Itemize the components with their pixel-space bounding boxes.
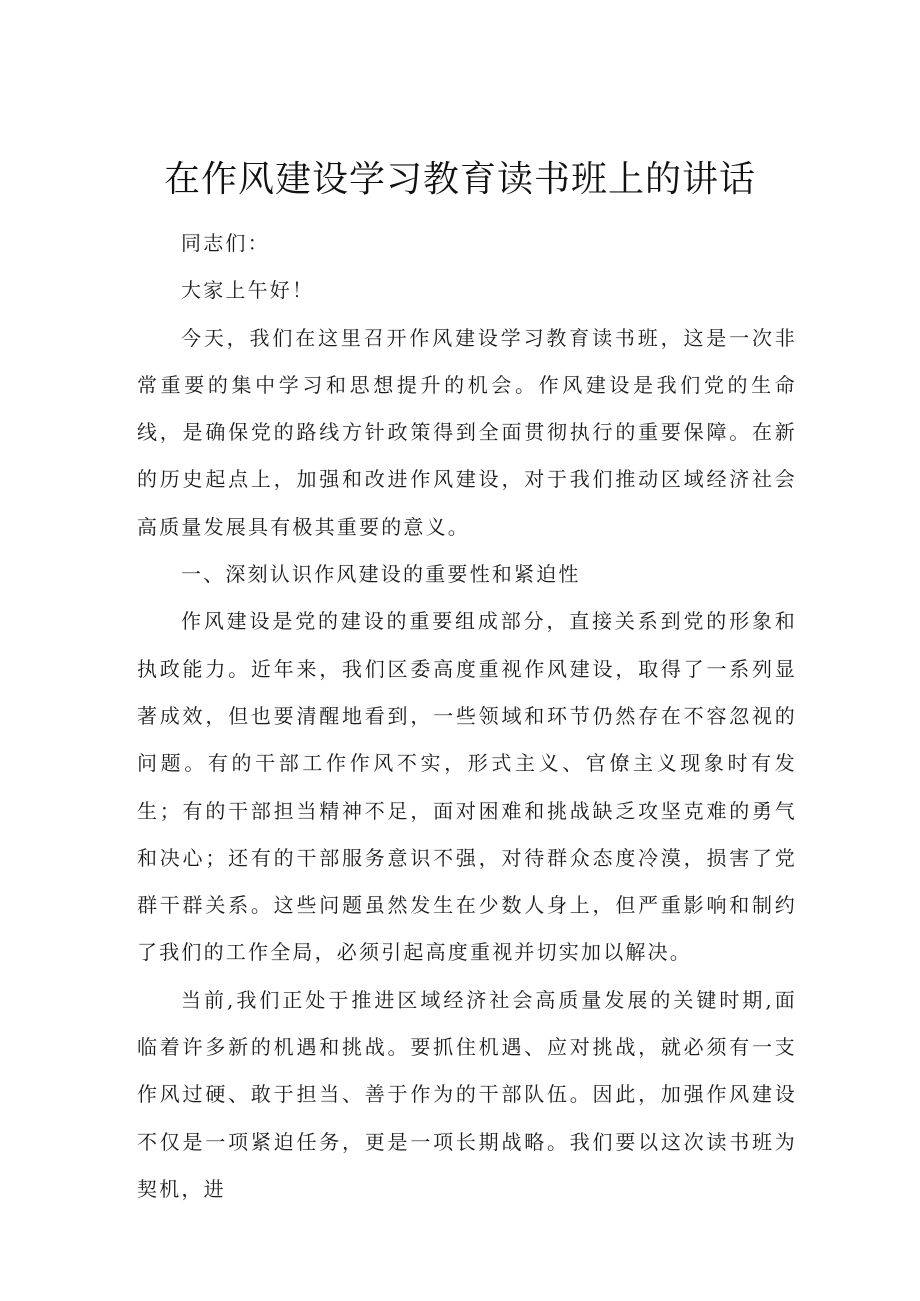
greeting: 大家上午好！ xyxy=(181,278,315,303)
section-heading: 一、深刻认识作风建设的重要性和紧迫性 xyxy=(181,562,581,587)
section-paragraph: 当前,我们正处于推进区域经济社会高质量发展的关键时期,面临着许多新的机遇和挑战。要抓住机遇、应对挑战，就必须有一支作风过硬、敢于担当、善于作为的干部队伍。因此，加强作风建设不仅是一项紧迫任务，更是一项长期战略。我们要以这次读书班为契机，进 xyxy=(137,987,797,1201)
document-body xyxy=(137,220,797,1213)
section-paragraph: 作风建设是党的建设的重要组成部分，直接关系到党的形象和执政能力。近年来，我们区委高度重视作风建设，取得了一系列显著成效，但也要清醒地看到，一些领域和环节仍然存在不容忽视的问题。有的干部工作作风不实，形式主义、官僚主义现象时有发生；有的干部担当精神不足，面对困难和挑战缺乏攻坚克难的勇气和决心；还有的干部服务意识不强，对待群众态度冷漠，损害了党群干群关系。这些问题虽然发生在少数人身上，但严重影响和制约了我们的工作全局，必须引起高度重视并切实加以解决。 xyxy=(137,609,797,965)
intro-paragraph: 今天，我们在这里召开作风建设学习教育读书班，这是一次非常重要的集中学习和思想提升的机会。作风建设是我们党的生命线，是确保党的路线方针政策得到全面贯彻执行的重要保障。在新的历史起点上，加强和改进作风建设，对于我们推动区域经济社会高质量发展具有极其重要的意义。 xyxy=(137,325,797,539)
salutation: 同志们： xyxy=(181,231,270,255)
document-title: 在作风建设学习教育读书班上的讲话 xyxy=(163,159,756,200)
